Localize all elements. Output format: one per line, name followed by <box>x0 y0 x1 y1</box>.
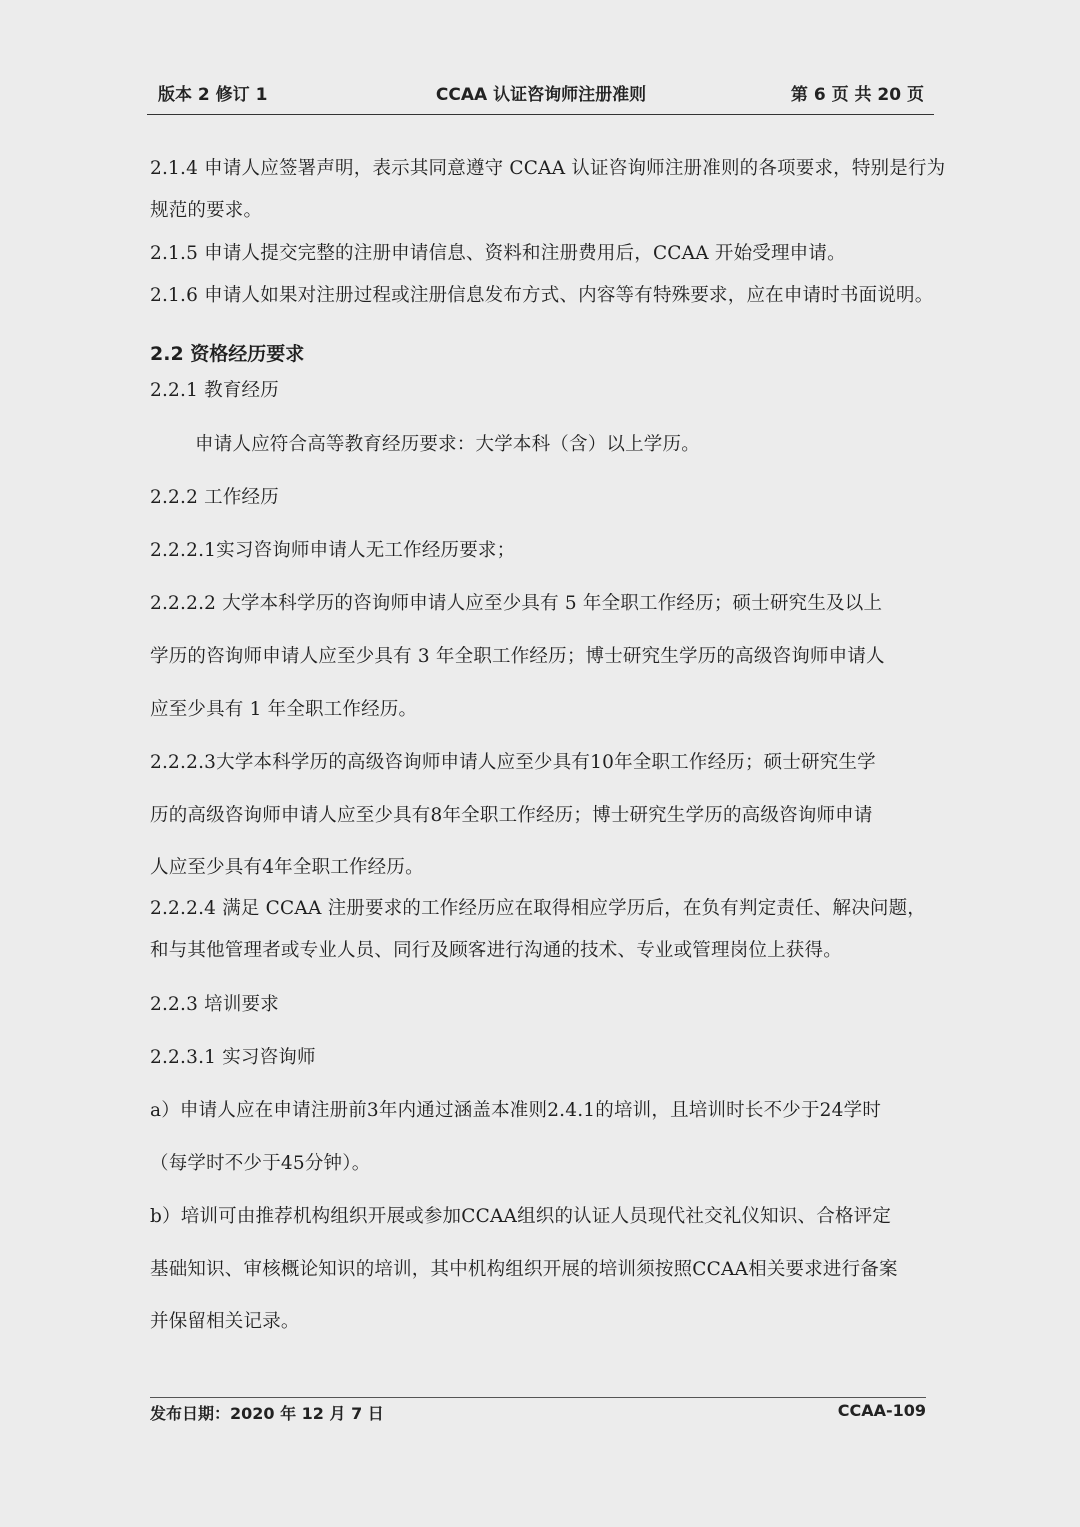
section-heading-2-2: 2.2 资格经历要求 <box>150 343 305 365</box>
item-b: b）培训可由推荐机构组织开展或参加CCAA组织的认证人员现代社交礼仪知识、合格评定 <box>150 1206 892 1227</box>
clause-2-1-4: 2.1.4 申请人应签署声明，表示其同意遵守 CCAA 认证咨询师注册准则的各项要求，特别是行为 <box>150 158 946 179</box>
clause-2-2-2-2-cont: 学历的咨询师申请人应至少具有 3 年全职工作经历；博士研究生学历的高级咨询师申请人 <box>150 646 885 667</box>
clause-2-2-2-3-cont: 历的高级咨询师申请人应至少具有8年全职工作经历；博士研究生学历的高级咨询师申请 <box>150 805 873 826</box>
clause-2-2-2-1: 2.2.2.1实习咨询师申请人无工作经历要求； <box>150 540 516 561</box>
clause-2-2-2: 2.2.2 工作经历 <box>150 487 279 508</box>
clause-2-2-1: 2.2.1 教育经历 <box>150 380 279 401</box>
footer-divider <box>150 1397 926 1398</box>
item-a: a）申请人应在申请注册前3年内通过涵盖本准则2.4.1的培训，且培训时长不少于24学时 <box>150 1100 882 1121</box>
clause-2-1-4-cont: 规范的要求。 <box>150 200 263 221</box>
header-divider <box>147 114 934 115</box>
header-page-number: 第 6 页 共 20 页 <box>790 85 924 105</box>
education-requirement: 申请人应符合高等教育经历要求：大学本科（含）以上学历。 <box>195 434 700 455</box>
header-version: 版本 2 修订 1 <box>158 85 268 105</box>
footer-doc-code: CCAA-109 <box>837 1401 926 1420</box>
clause-2-1-5: 2.1.5 申请人提交完整的注册申请信息、资料和注册费用后，CCAA 开始受理申请。 <box>150 243 846 264</box>
clause-2-2-2-3-cont: 人应至少具有4年全职工作经历。 <box>150 857 424 878</box>
clause-2-2-2-2-cont: 应至少具有 1 年全职工作经历。 <box>150 699 418 720</box>
clause-2-2-2-4-cont: 和与其他管理者或专业人员、同行及顾客进行沟通的技术、专业或管理岗位上获得。 <box>150 940 842 961</box>
clause-2-1-6: 2.1.6 申请人如果对注册过程或注册信息发布方式、内容等有特殊要求，应在申请时书面说明。 <box>150 285 934 306</box>
clause-2-2-3-1: 2.2.3.1 实习咨询师 <box>150 1047 316 1068</box>
item-b-cont: 基础知识、审核概论知识的培训，其中机构组织开展的培训须按照CCAA相关要求进行备案 <box>150 1259 898 1280</box>
page-header <box>148 76 934 106</box>
clause-2-2-2-4: 2.2.2.4 满足 CCAA 注册要求的工作经历应在取得相应学历后，在负有判定责任、解决问题， <box>150 898 926 919</box>
footer-publish-date: 发布日期：2020 年 12 月 7 日 <box>150 1404 384 1423</box>
item-a-cont: （每学时不少于45分钟）。 <box>150 1153 371 1174</box>
clause-2-2-3: 2.2.3 培训要求 <box>150 994 279 1015</box>
clause-2-2-2-2: 2.2.2.2 大学本科学历的咨询师申请人应至少具有 5 年全职工作经历；硕士研究生及以上 <box>150 593 883 614</box>
item-b-cont: 并保留相关记录。 <box>150 1311 300 1332</box>
header-title: CCAA 认证咨询师注册准则 <box>435 85 647 105</box>
clause-2-2-2-3: 2.2.2.3大学本科学历的高级咨询师申请人应至少具有10年全职工作经历；硕士研究生学 <box>150 752 876 773</box>
